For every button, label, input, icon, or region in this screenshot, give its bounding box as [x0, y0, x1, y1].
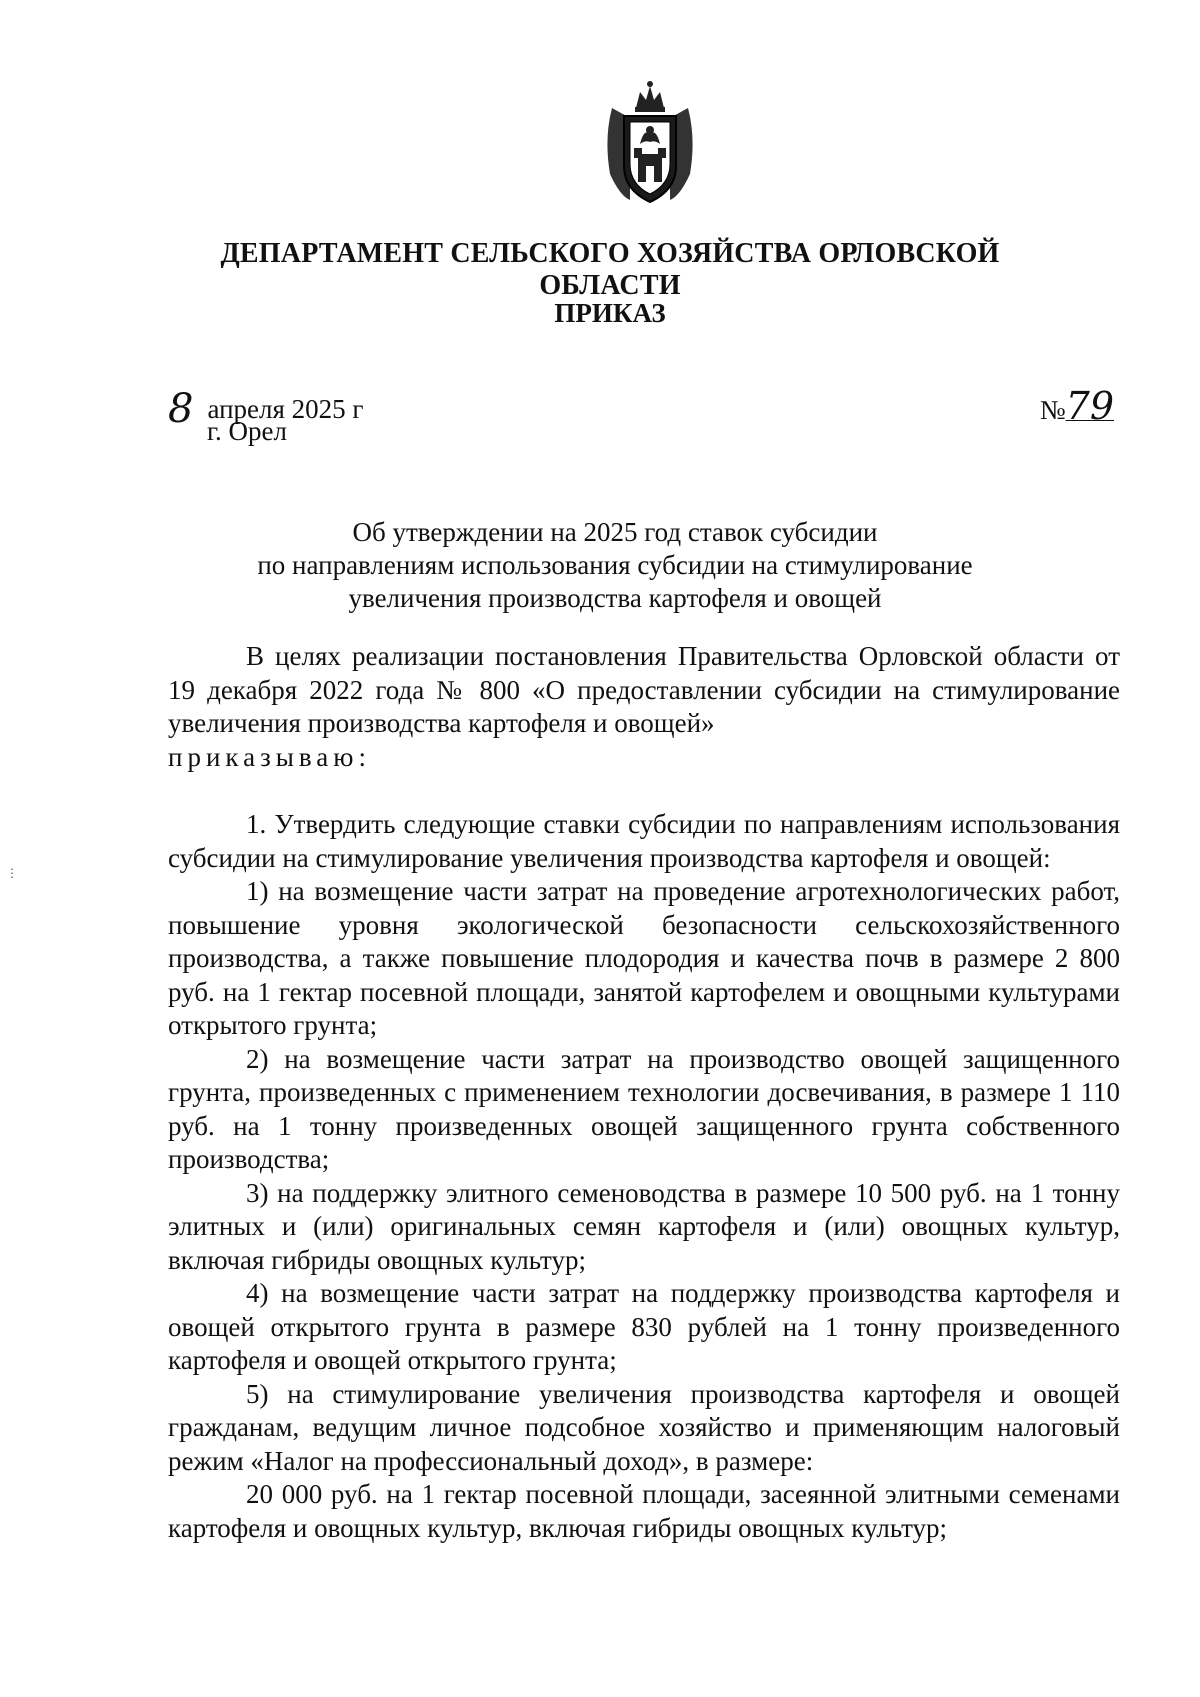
item-paragraph: 20 000 руб. на 1 гектар посевной площади, засеянной элитными семенами картофеля и овощных культур, включая гибриды овощных культур; [168, 1479, 1120, 1543]
subject-line: Об утверждении на 2025 год ставок субсидии [352, 517, 878, 547]
number-handwritten: 79 [1065, 384, 1114, 428]
order-subject [170, 516, 1060, 615]
department-name: ДЕПАРТАМЕНТ СЕЛЬСКОГО ХОЗЯЙСТВА ОРЛОВСКОЙ ОБЛАСТИ [220, 238, 1000, 301]
coat-of-arms-emblem [600, 78, 700, 210]
date-month-year: апреля 2025 г [207, 394, 364, 424]
item-paragraph: 4) на возмещение части затрат на поддержку производства картофеля и овощей открытого грунта в размере 830 рублей на 1 тонну произведенного картофеля и овощей открытого грунта; [168, 1278, 1120, 1375]
number-prefix: № [1039, 395, 1066, 425]
subject-line: увеличения производства картофеля и овощей [348, 583, 882, 613]
item-paragraph: 2) на возмещение части затрат на производство овощей защищенного грунта, произведенных с применением технологии досвечивания, в размере 1 110 руб. на 1 тонну произведенных овощей защищенного грунта собственного производства; [168, 1043, 1120, 1174]
item-paragraph: 1. Утвердить следующие ставки субсидии по направлениям использования субсидии на стимулирование увеличения производства картофеля и овощей: [168, 809, 1120, 873]
order-title: ПРИКАЗ [554, 298, 666, 328]
order-number [1040, 384, 1114, 428]
preamble-paragraph [168, 640, 1120, 774]
subject-line: по направлениям использования субсидии на стимулирование [257, 550, 973, 580]
item-paragraph: 3) на поддержку элитного семеноводства в размере 10 500 руб. на 1 тонну элитных и (или) оригинальных семян картофеля и (или) овощных культур, включая гибриды овощных культур; [168, 1177, 1120, 1275]
preamble-text: В целях реализации постановления Правительства Орловской области от 19 декабря 2022 года № 800 «О предоставлении субсидии на стимулирование увеличения производства картофеля и овощей» [168, 641, 1120, 738]
order-body [168, 640, 1120, 1545]
city: г. Орел [207, 416, 287, 446]
date-day-handwritten: 8 [168, 386, 194, 432]
item-paragraph: 1) на возмещение части затрат на проведение агротехнологических работ, повышение уровня экологической безопасности сельскохозяйственного производства, а также повышение плодородия и качества почв в размере 2 800 руб. на 1 гектар посевной площади, занятой картофелем и овощными культурами открытого грунта; [168, 876, 1120, 1040]
order-word: приказываю: [168, 741, 371, 772]
item-paragraph: 5) на стимулирование увеличения производства картофеля и овощей гражданам, ведущим личное подсобное хозяйство и применяющим налоговый режим «Налог на профессиональный доход», в размере: [168, 1378, 1120, 1476]
scan-artifact: ⋮ [6, 866, 18, 880]
